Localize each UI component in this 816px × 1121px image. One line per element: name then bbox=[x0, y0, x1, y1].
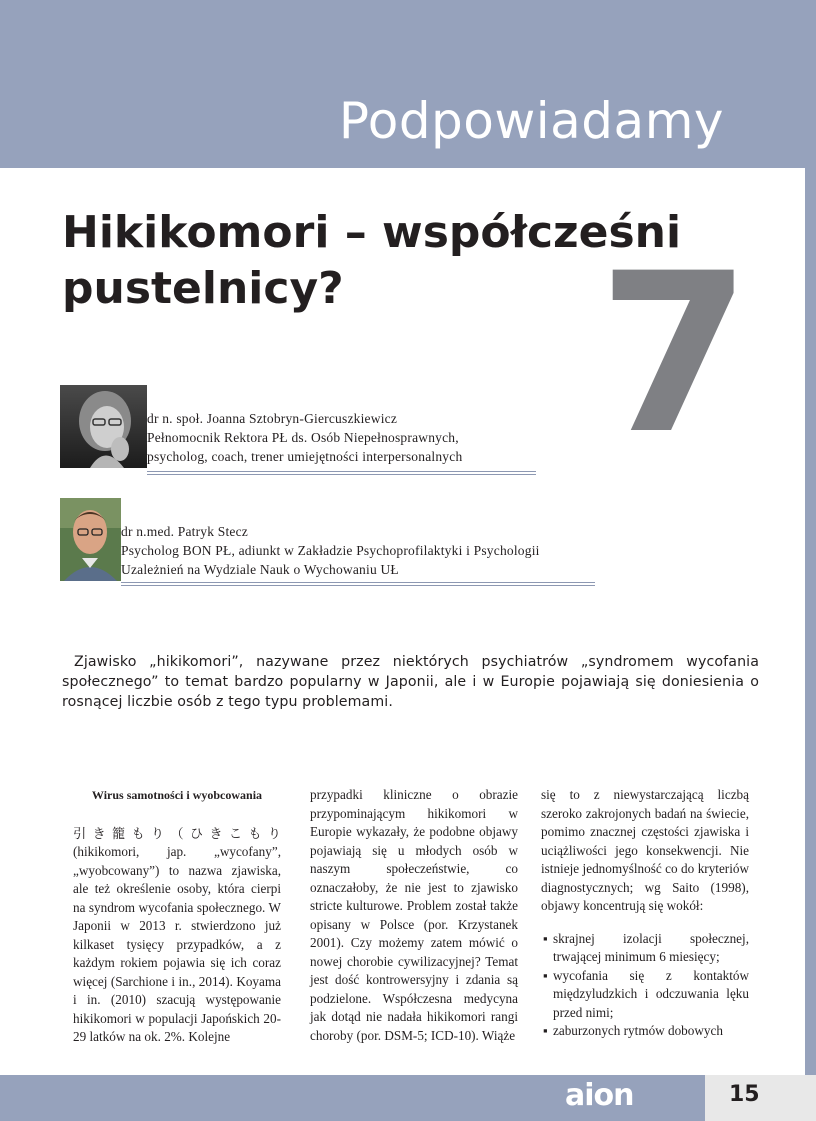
article-lead bbox=[62, 652, 759, 712]
bullet-icon: ▪ bbox=[543, 967, 548, 983]
list-item: ▪ zaburzonych rytmów dobowych bbox=[541, 1022, 749, 1041]
author-2-role: Psycholog BON PŁ, adiunkt w Zakładzie Psychoprofilaktyki i Psychologii bbox=[121, 543, 540, 558]
column-2-paragraph: przypadki kliniczne o obrazie przypominającym hikikomori w Europie wykazały, że podobne objawy pojawiają się u młodych osób w naszym społeczeństwie, co oznaczałoby, że nie jest to zjawisko stricte kulturowe. Problem został także opisany w Polsce (por. Krzystanek 2001). Czy możemy zatem mówić o nowej chorobie cywilizacyjnej? Temat jest dość kontrowersyjny i zdania są podzielone. Współczesna medycyna jak dotąd nie nadała hikikomori rangi choroby (por. DSM-5; ICD-10). Wiąże bbox=[310, 787, 518, 1043]
list-item: ▪ skrajnej izolacji społecznej, trwającej minimum 6 miesięcy; bbox=[543, 930, 749, 964]
side-band bbox=[805, 168, 816, 1075]
page-number-box bbox=[705, 1075, 816, 1121]
column-1-paragraph: 引き籠もり（ひきこもり(hikikomori, jap. „wycofany”, „wyobcowany”) to nazwa zjawiska, ale też określenie osoby, która cierpi na syndrom wycofania społecznego. W Japonii w 2013 r. stwierdzono już kilkaset tysięcy przypadków, a z każdym rokiem pojawia się ich coraz więcej (Sarchione i in., 2014). Koyama i in. (2010) szacują występowanie hikikomori w populacji Japońskich 20-29 latków na ok. 2%. Kolejne bbox=[73, 825, 281, 1044]
author-block-1 bbox=[60, 385, 462, 468]
column-3-paragraph: się to z niewystarczającą liczbą szeroko zakrojonych badań na świecie, pomimo znacznej częstości zjawiska i uciążliwości jego konsekwencji. Nie istnieje jednomyślność co do kryteriów diagnostycznych; wg Saito (1998), objawy koncentrują się wokół: bbox=[541, 787, 749, 913]
page-number: 15 bbox=[729, 1082, 760, 1107]
section-title: Podpowiadamy bbox=[338, 92, 724, 150]
author-block-2 bbox=[60, 498, 540, 581]
author-photo-woman bbox=[60, 385, 147, 468]
magazine-logo: aion bbox=[565, 1078, 634, 1113]
lead-paragraph: Zjawisko „hikikomori”, nazywane przez niektórych psychiatrów „syndromem wycofania społecznego” to temat bardzo popularny w Japonii, ale i w Europie pojawiają się doniesienia o rosnącej liczbie osób z tego typu problemami. bbox=[62, 654, 759, 710]
text-column-2 bbox=[310, 786, 518, 1045]
text-column-1 bbox=[73, 786, 281, 1047]
section-subheading: Wirus samotności i wyobcowania bbox=[91, 788, 263, 802]
author-1-divider bbox=[147, 471, 536, 475]
bullet-icon: ▪ bbox=[543, 930, 548, 946]
text-column-3 bbox=[541, 786, 749, 1041]
article-title-line2: pustelnicy? bbox=[62, 263, 344, 314]
author-photo-man bbox=[60, 498, 121, 581]
author-2-name: dr n.med. Patryk Stecz bbox=[121, 524, 248, 539]
author-1-role: Pełnomocnik Rektora PŁ ds. Osób Niepełnosprawnych, bbox=[147, 430, 459, 445]
author-1-profession: psycholog, coach, trener umiejętności interpersonalnych bbox=[147, 449, 463, 464]
author-1-text bbox=[147, 409, 462, 468]
article-title-line1: Hikikomori – współcześni bbox=[62, 207, 682, 258]
author-2-affiliation: Uzależnień na Wydziale Nauk o Wychowaniu UŁ bbox=[121, 562, 399, 577]
article-number: 7 bbox=[598, 226, 752, 482]
list-item: ▪ wycofania się z kontaktów międzyludzkich i odczuwania lęku przed nimi; bbox=[543, 967, 749, 1020]
author-2-divider bbox=[121, 582, 595, 586]
bullet-icon: ▪ bbox=[543, 1023, 548, 1038]
author-2-text bbox=[121, 522, 540, 581]
symptom-list bbox=[541, 930, 749, 1041]
author-1-name: dr n. społ. Joanna Sztobryn-Giercuszkiewicz bbox=[147, 411, 398, 426]
